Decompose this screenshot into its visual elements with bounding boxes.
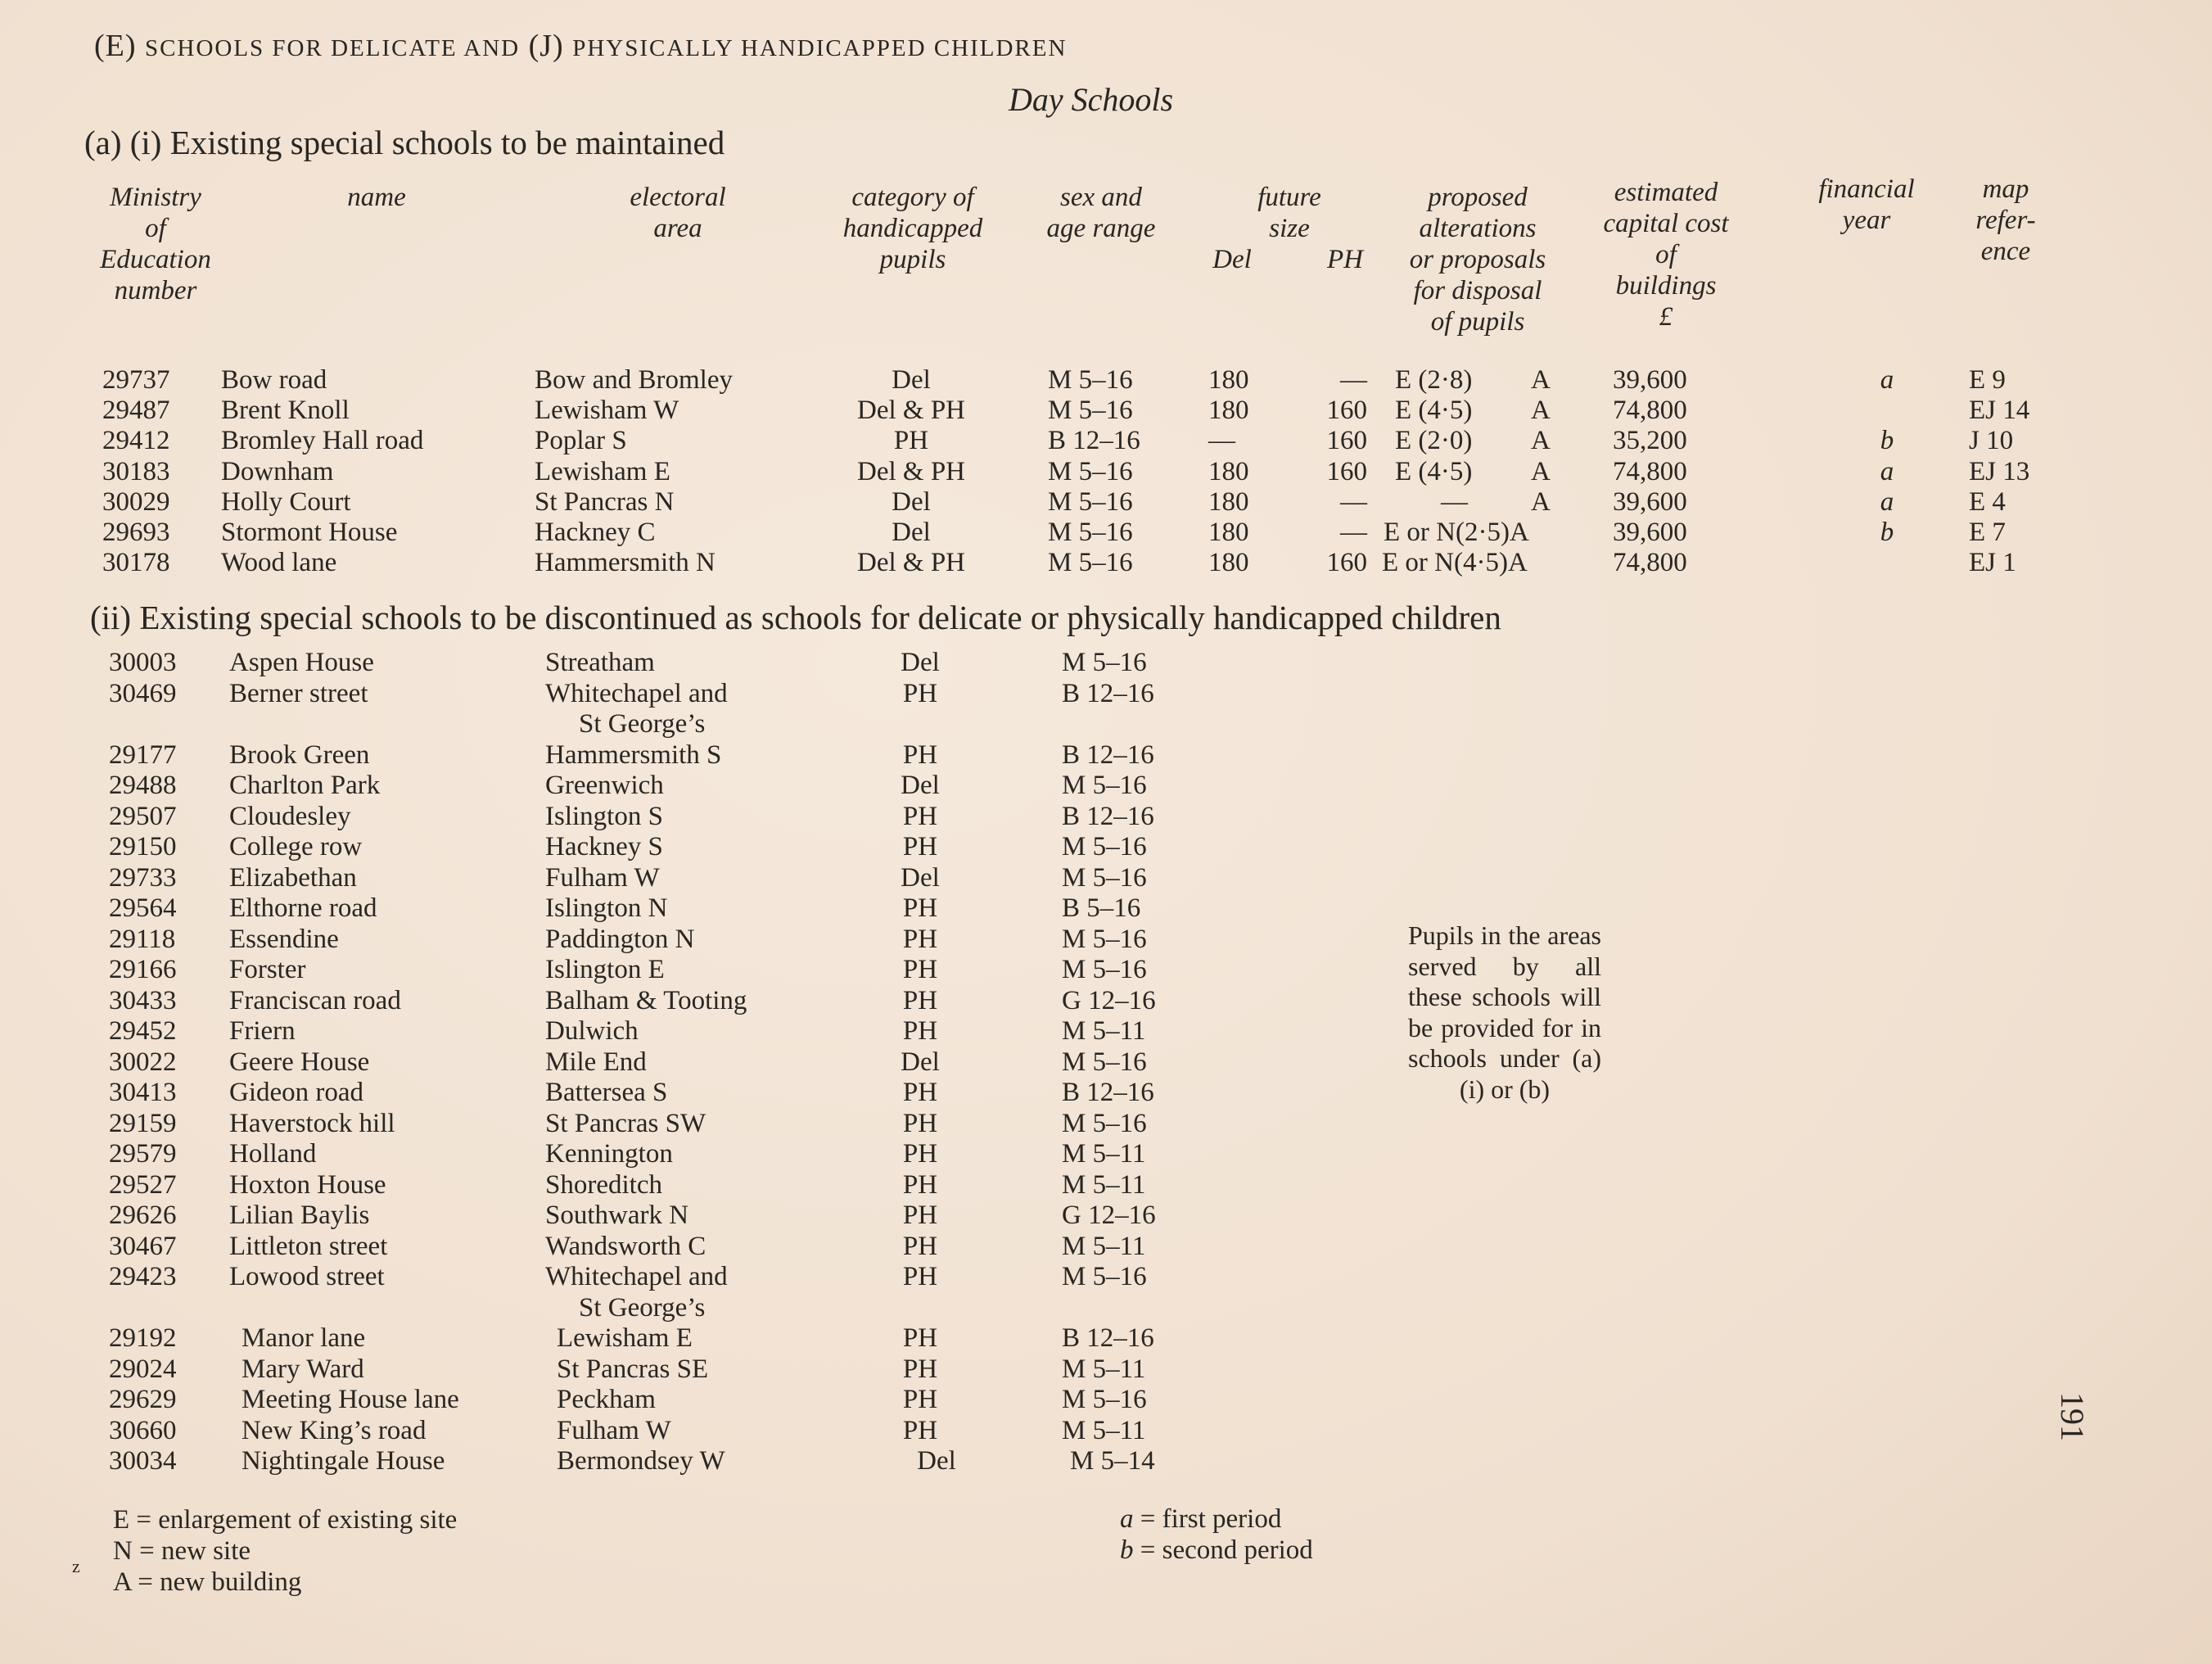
- discontinued-note: Pupils in the areas served by all these schools will be provided for in schools under (a) (i) or (b): [1408, 920, 1601, 1104]
- table-row: 29024 Mary Ward St Pancras SE PH M 5–11: [109, 1354, 1146, 1384]
- col-header-category: category of handicapped pupils: [842, 183, 983, 274]
- table-row-continuation: St George’s: [579, 1293, 706, 1323]
- col-header-name: name: [347, 183, 406, 212]
- heading-part-2: PHYSICALLY HANDICAPPED CHILDREN: [572, 35, 1068, 61]
- table-row: 29452 Friern Dulwich PH M 5–11: [109, 1016, 1146, 1046]
- col-header-sex: sex and age range: [1046, 183, 1156, 243]
- table-row: 29507 Cloudesley Islington S PH B 12–16: [109, 802, 1154, 831]
- table-row: 29159 Haverstock hill St Pancras SW PH M 5–16: [109, 1109, 1147, 1138]
- table-row: 30183 Downham Lewisham E Del & PH M 5–16 180 160 E (4·5) A 74,800 a EJ 13: [102, 457, 2030, 486]
- heading-e: (E): [94, 29, 137, 63]
- table-row: 29412 Bromley Hall road Poplar S PH B 12–16 — 160 E (2·0) A 35,200 b J 10: [102, 426, 2014, 455]
- table-row-continuation: St George’s: [579, 709, 706, 739]
- legend-item: N = new site: [113, 1536, 251, 1566]
- table-row: 29693 Stormont House Hackney C Del M 5–16 180 — E or N(2·5)A 39,600 b E 7: [102, 518, 2006, 547]
- page-number: 191: [2054, 1392, 2091, 1441]
- table-row: 29629 Meeting House lane Peckham PH M 5–16: [109, 1385, 1147, 1414]
- legend-item: b = second period: [1120, 1535, 1313, 1565]
- table-row: 30433 Franciscan road Balham & Tooting PH G 12–16: [109, 986, 1156, 1015]
- col-header-map: map refer- ence: [1975, 174, 2036, 266]
- table-row: 29488 Charlton Park Greenwich Del M 5–16: [109, 771, 1147, 800]
- col-header-del: Del: [1212, 245, 1252, 274]
- col-header-number: Ministry of Education number: [100, 183, 211, 305]
- table-row: 30022 Geere House Mile End Del M 5–16: [109, 1047, 1147, 1077]
- col-header-financial: financial year: [1818, 174, 1915, 235]
- table-row: 29733 Elizabethan Fulham W Del M 5–16: [109, 863, 1147, 893]
- table-row: 30178 Wood lane Hammersmith N Del & PH M 5–16 180 160 E or N(4·5)A 74,800 EJ 1: [102, 548, 2016, 577]
- table-row: 29527 Hoxton House Shoreditch PH M 5–11: [109, 1170, 1146, 1200]
- heading-j: (J): [528, 29, 564, 63]
- col-header-future-size: future size: [1257, 183, 1321, 243]
- section-a-title: (a) (i) Existing special schools to be maintained: [84, 124, 725, 161]
- table-row: 29177 Brook Green Hammersmith S PH B 12–16: [109, 740, 1154, 770]
- col-header-proposed: proposed alterations or proposals for disposal of pupils: [1409, 183, 1546, 337]
- table-row: 30034 Nightingale House Bermondsey W Del M 5–14: [109, 1446, 1155, 1476]
- page-heading: [94, 28, 1067, 64]
- legend-item: A = new building: [113, 1567, 302, 1597]
- page-subheading: Day Schools: [1009, 81, 1174, 118]
- col-header-cost: estimated capital cost of buildings £: [1603, 178, 1729, 332]
- table-row: 30029 Holly Court St Pancras N Del M 5–16 180 — — A 39,600 a E 4: [102, 487, 2006, 517]
- table-row: 29579 Holland Kennington PH M 5–11: [109, 1139, 1146, 1169]
- table-row: 29192 Manor lane Lewisham E PH B 12–16: [109, 1323, 1154, 1353]
- section-b-title: (ii) Existing special schools to be discontinued as schools for delicate or physically handicapped children: [90, 599, 1501, 636]
- table-row: 30660 New King’s road Fulham W PH M 5–11: [109, 1416, 1146, 1445]
- legend-item: a = first period: [1120, 1504, 1282, 1534]
- col-header-ph: PH: [1327, 245, 1363, 274]
- table-row: 29626 Lilian Baylis Southwark N PH G 12–16: [109, 1201, 1156, 1230]
- table-row: 30467 Littleton street Wandsworth C PH M 5–11: [109, 1232, 1146, 1261]
- table-row: 29487 Brent Knoll Lewisham W Del & PH M 5–16 180 160 E (4·5) A 74,800 EJ 14: [102, 396, 2030, 425]
- table-row: 29564 Elthorne road Islington N PH B 5–16: [109, 893, 1141, 923]
- table-row: 29423 Lowood street Whitechapel and PH M 5–16: [109, 1262, 1147, 1291]
- table-row: 30003 Aspen House Streatham Del M 5–16: [109, 648, 1147, 677]
- table-row: 29150 College row Hackney S PH M 5–16: [109, 832, 1147, 861]
- margin-mark: z: [72, 1556, 80, 1576]
- heading-part-1: SCHOOLS FOR DELICATE AND: [145, 35, 521, 61]
- table-row: 29118 Essendine Paddington N PH M 5–16: [109, 925, 1147, 954]
- legend-item: E = enlargement of existing site: [113, 1505, 458, 1535]
- col-header-area: electoral area: [630, 183, 726, 243]
- table-row: 29166 Forster Islington E PH M 5–16: [109, 955, 1147, 984]
- table-row: 29737 Bow road Bow and Bromley Del M 5–16 180 — E (2·8) A 39,600 a E 9: [102, 365, 2006, 395]
- table-row: 30413 Gideon road Battersea S PH B 12–16: [109, 1078, 1154, 1107]
- table-row: 30469 Berner street Whitechapel and PH B 12–16: [109, 679, 1154, 708]
